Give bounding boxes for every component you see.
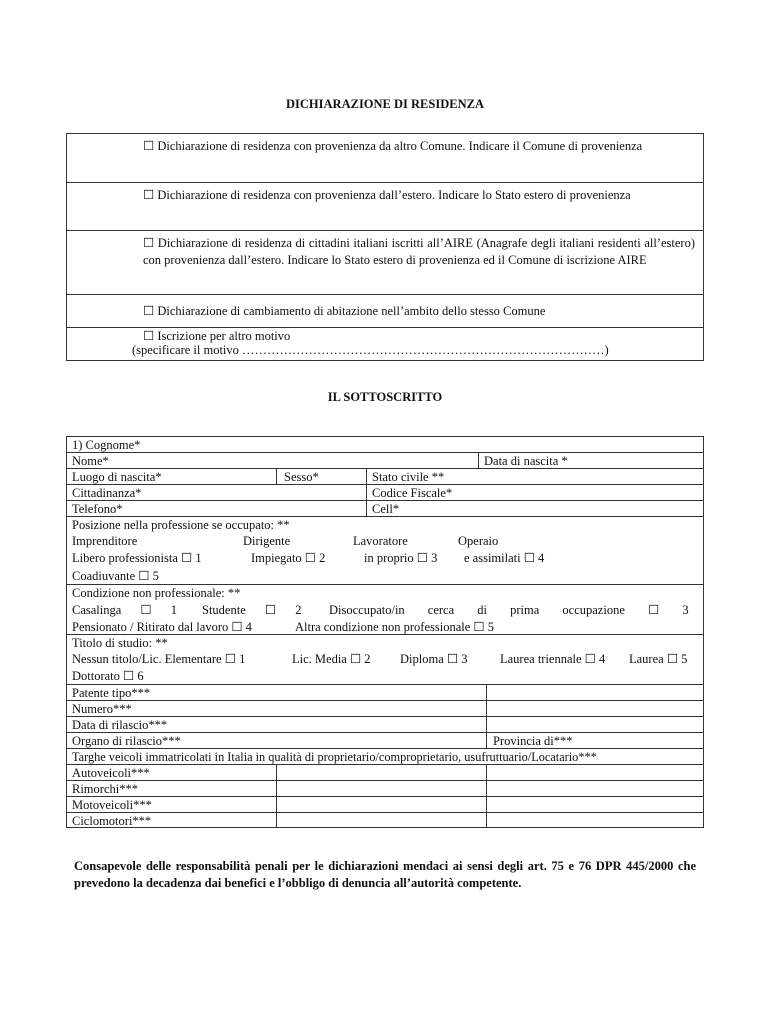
- motoveicoli-label: Motoveicoli***: [72, 798, 152, 812]
- ciclomotori-label: Ciclomotori***: [72, 814, 152, 828]
- prof-libero-checkbox[interactable]: Libero professionista ☐ 1: [72, 551, 202, 565]
- cond-pensionato-checkbox[interactable]: Pensionato / Ritirato dal lavoro ☐ 4: [72, 620, 252, 634]
- prof-imprenditore: Imprenditore: [72, 534, 138, 548]
- titolo-nessun-checkbox[interactable]: Nessun titolo/Lic. Elementare ☐ 1: [72, 652, 246, 666]
- section-title: IL SOTTOSCRITTO: [327, 390, 443, 404]
- prof-assimilati-checkbox[interactable]: e assimilati ☐ 4: [464, 551, 545, 565]
- luogo-nascita-label: Luogo di nascita*: [72, 470, 162, 484]
- prof-dirigente: Dirigente: [243, 534, 291, 548]
- prof-impiegato-checkbox[interactable]: Impiegato ☐ 2: [251, 551, 326, 565]
- nome-label: Nome*: [72, 454, 109, 468]
- prof-in-proprio-checkbox[interactable]: in proprio ☐ 3: [364, 551, 438, 565]
- patente-tipo-label: Patente tipo***: [72, 686, 151, 700]
- closing-statement: Consapevole delle responsabilità penali per le dichiarazioni mendaci ai sensi degli art. 75 e 76 DPR 445/2000 che prevedono la decadenza dai benefici e l’obbligo di denuncia all’autorità competente.: [74, 859, 696, 890]
- prof-operaio: Operaio: [458, 534, 499, 548]
- targhe-label: Targhe veicoli immatricolati in Italia in qualità di proprietario/comproprietario, usufruttuario/Locatario***: [72, 750, 597, 764]
- organo-rilascio-label: Organo di rilascio***: [72, 734, 181, 748]
- titolo-header: Titolo di studio: **: [72, 636, 168, 650]
- titolo-media-checkbox[interactable]: Lic. Media ☐ 2: [292, 652, 371, 666]
- professione-header: Posizione nella professione se occupato: **: [72, 518, 290, 532]
- rimorchi-label: Rimorchi***: [72, 782, 138, 796]
- data-rilascio-label: Data di rilascio***: [72, 718, 168, 732]
- cond-disoccupato-checkbox[interactable]: Disoccupato/in cerca di prima occupazione ☐ 3: [329, 603, 689, 617]
- cond-casalinga-checkbox[interactable]: Casalinga ☐ 1: [72, 603, 177, 617]
- titolo-dottorato-checkbox[interactable]: Dottorato ☐ 6: [72, 669, 144, 683]
- cond-altra-checkbox[interactable]: Altra condizione non professionale ☐ 5: [295, 620, 494, 634]
- titolo-triennale-checkbox[interactable]: Laurea triennale ☐ 4: [500, 652, 606, 666]
- option-label: ☐ Dichiarazione di cambiamento di abitazione nell’ambito dello stesso Comune: [143, 304, 546, 318]
- telefono-label: Telefono*: [72, 502, 123, 516]
- option-label: ☐ Iscrizione per altro motivo: [143, 329, 291, 343]
- option-label: ☐ Dichiarazione di residenza con provenienza da altro Comune. Indicare il Comune di provenienza: [143, 139, 643, 153]
- page-title: DICHIARAZIONE DI RESIDENZA: [286, 97, 484, 111]
- data-nascita-label: Data di nascita *: [484, 454, 568, 468]
- numero-label: Numero***: [72, 702, 132, 716]
- provincia-label: Provincia di***: [493, 734, 573, 748]
- titolo-diploma-checkbox[interactable]: Diploma ☐ 3: [400, 652, 468, 666]
- option-detail: (specificare il motivo ……………………………………………………………………………): [132, 343, 609, 357]
- cittadinanza-label: Cittadinanza*: [72, 486, 142, 500]
- sesso-label: Sesso*: [284, 470, 319, 484]
- stato-civile-label: Stato civile **: [372, 470, 445, 484]
- codice-fiscale-label: Codice Fiscale*: [372, 486, 453, 500]
- condizione-header: Condizione non professionale: **: [72, 586, 241, 600]
- cond-studente-checkbox[interactable]: Studente ☐ 2: [202, 603, 302, 617]
- autoveicoli-label: Autoveicoli***: [72, 766, 150, 780]
- titolo-laurea-checkbox[interactable]: Laurea ☐ 5: [629, 652, 688, 666]
- cell-label: Cell*: [372, 502, 400, 516]
- option-label: ☐ Dichiarazione di residenza con provenienza dall’estero. Indicare lo Stato estero di provenienza: [143, 188, 631, 202]
- option-label: ☐ Dichiarazione di residenza di cittadini italiani iscritti all’AIRE (Anagrafe degli italiani residenti all’estero) con provenienza dall’estero. Indicare lo Stato estero di provenienza ed il Comune di iscrizione AIRE: [143, 236, 695, 267]
- prof-lavoratore: Lavoratore: [353, 534, 408, 548]
- cognome-label: 1) Cognome*: [72, 438, 141, 452]
- prof-coadiuvante-checkbox[interactable]: Coadiuvante ☐ 5: [72, 569, 159, 583]
